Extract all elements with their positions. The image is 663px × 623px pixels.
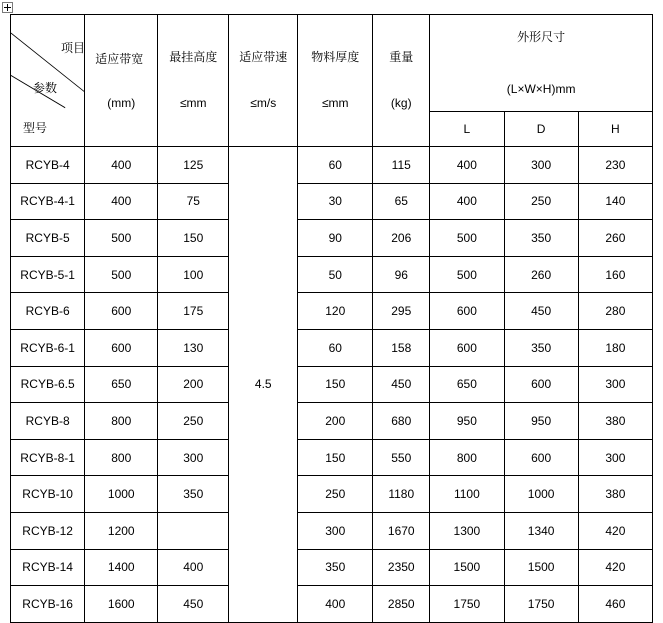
cell-weight: 96: [373, 256, 430, 293]
table-row: [11, 439, 653, 476]
cell-model: RCYB-8: [11, 403, 85, 440]
cell-material-thickness: 50: [298, 256, 373, 293]
cell-material-thickness: 60: [298, 147, 373, 184]
table-row: [11, 586, 653, 623]
cell-hang-height: 200: [158, 366, 229, 403]
cell-material-thickness: 60: [298, 329, 373, 366]
cell-model: RCYB-10: [11, 476, 85, 513]
table-row: [11, 329, 653, 366]
cell-weight: 450: [373, 366, 430, 403]
header-dimensions-unit: (L×W×H)mm: [506, 82, 576, 96]
cell-model: RCYB-16: [11, 586, 85, 623]
cell-belt-width: 400: [85, 147, 158, 184]
cell-hang-height: 350: [158, 476, 229, 513]
cell-weight: 2350: [373, 549, 430, 586]
header-hang-height: [158, 15, 229, 147]
cell-model: RCYB-5-1: [11, 256, 85, 293]
cell-dim-h: 260: [578, 220, 652, 257]
cell-material-thickness: 150: [298, 366, 373, 403]
cell-dim-h: 420: [578, 549, 652, 586]
cell-dim-d: 260: [504, 256, 578, 293]
cell-belt-width: 500: [85, 256, 158, 293]
cell-dim-d: 1750: [504, 586, 578, 623]
table-row: [11, 403, 653, 440]
cell-model: RCYB-4: [11, 147, 85, 184]
header-material-thickness: [298, 15, 373, 147]
cell-hang-height: 175: [158, 293, 229, 330]
header-material-thickness-unit: ≤mm: [321, 95, 349, 110]
table-row: [11, 512, 653, 549]
cell-dim-h: 160: [578, 256, 652, 293]
cell-model: RCYB-8-1: [11, 439, 85, 476]
cell-dim-d: 350: [504, 220, 578, 257]
table-row: [11, 476, 653, 513]
header-hang-height-text: 最挂高度: [169, 50, 218, 65]
cell-material-thickness: 120: [298, 293, 373, 330]
cell-hang-height: 250: [158, 403, 229, 440]
header-belt-speed-text: 适应带速: [239, 50, 288, 65]
cell-dim-d: 1500: [504, 549, 578, 586]
move-handle-icon[interactable]: [2, 2, 13, 13]
header-corner-cell: [11, 15, 85, 147]
cell-weight: 295: [373, 293, 430, 330]
cell-hang-height: 100: [158, 256, 229, 293]
cell-hang-height: [158, 512, 229, 549]
header-weight-text: 重量: [389, 50, 414, 65]
table-row: [11, 183, 653, 220]
cell-model: RCYB-6-1: [11, 329, 85, 366]
header-item-label: 项目: [61, 41, 86, 55]
cell-dim-d: 1000: [504, 476, 578, 513]
cell-weight: 1180: [373, 476, 430, 513]
cell-weight: 2850: [373, 586, 430, 623]
header-dim-l: L: [430, 112, 504, 147]
header-material-thickness-text: 物料厚度: [311, 50, 360, 65]
cell-dim-d: 600: [504, 366, 578, 403]
cell-material-thickness: 400: [298, 586, 373, 623]
cell-dim-h: 420: [578, 512, 652, 549]
cell-dim-h: 300: [578, 366, 652, 403]
header-model-label: 型号: [23, 121, 48, 135]
cell-hang-height: 150: [158, 220, 229, 257]
cell-belt-width: 1200: [85, 512, 158, 549]
table-body: [11, 147, 653, 623]
cell-belt-width: 400: [85, 183, 158, 220]
cell-material-thickness: 350: [298, 549, 373, 586]
cell-weight: 115: [373, 147, 430, 184]
cell-weight: 1670: [373, 512, 430, 549]
cell-weight: 65: [373, 183, 430, 220]
cell-dim-d: 1340: [504, 512, 578, 549]
table-row: [11, 366, 653, 403]
header-dim-d: D: [504, 112, 578, 147]
cell-model: RCYB-6: [11, 293, 85, 330]
cell-model: RCYB-4-1: [11, 183, 85, 220]
header-dimensions: [430, 15, 653, 112]
cell-hang-height: 300: [158, 439, 229, 476]
cell-dim-l: 500: [430, 220, 504, 257]
cell-hang-height: 125: [158, 147, 229, 184]
cell-dim-l: 950: [430, 403, 504, 440]
cell-dim-l: 1300: [430, 512, 504, 549]
cell-belt-width: 1000: [85, 476, 158, 513]
cell-belt-width: 1400: [85, 549, 158, 586]
cell-hang-height: 75: [158, 183, 229, 220]
cell-weight: 206: [373, 220, 430, 257]
cell-dim-h: 380: [578, 403, 652, 440]
cell-weight: 680: [373, 403, 430, 440]
table-row: [11, 549, 653, 586]
cell-dim-l: 400: [430, 147, 504, 184]
cell-material-thickness: 30: [298, 183, 373, 220]
cell-material-thickness: 300: [298, 512, 373, 549]
cell-belt-width: 600: [85, 329, 158, 366]
cell-dim-l: 650: [430, 366, 504, 403]
cell-model: RCYB-14: [11, 549, 85, 586]
cell-material-thickness: 90: [298, 220, 373, 257]
cell-dim-h: 180: [578, 329, 652, 366]
cell-dim-d: 950: [504, 403, 578, 440]
header-dim-h: H: [578, 112, 652, 147]
specification-table: [10, 14, 653, 623]
cell-hang-height: 450: [158, 586, 229, 623]
cell-dim-l: 1100: [430, 476, 504, 513]
header-dimensions-text: 外形尺寸: [517, 29, 566, 44]
cell-dim-l: 600: [430, 293, 504, 330]
table-header-row: [11, 15, 653, 112]
header-belt-width-text: 适应带宽: [95, 51, 144, 66]
header-belt-speed-unit: ≤m/s: [250, 95, 277, 110]
header-weight: [373, 15, 430, 147]
cell-dim-h: 140: [578, 183, 652, 220]
table-row: [11, 293, 653, 330]
cell-material-thickness: 250: [298, 476, 373, 513]
cell-dim-l: 1750: [430, 586, 504, 623]
header-belt-speed: [229, 15, 298, 147]
cell-dim-d: 450: [504, 293, 578, 330]
table-row: [11, 147, 653, 184]
cell-dim-h: 380: [578, 476, 652, 513]
header-belt-width: [85, 15, 158, 147]
cell-hang-height: 400: [158, 549, 229, 586]
header-belt-width-unit: (mm): [107, 95, 136, 110]
cell-dim-d: 600: [504, 439, 578, 476]
cell-dim-l: 1500: [430, 549, 504, 586]
cell-material-thickness: 150: [298, 439, 373, 476]
cell-dim-h: 280: [578, 293, 652, 330]
cell-dim-l: 600: [430, 329, 504, 366]
cell-dim-d: 350: [504, 329, 578, 366]
cell-weight: 550: [373, 439, 430, 476]
header-weight-unit: (kg): [390, 95, 412, 110]
cell-dim-l: 400: [430, 183, 504, 220]
cell-dim-l: 800: [430, 439, 504, 476]
cell-model: RCYB-5: [11, 220, 85, 257]
cell-belt-width: 800: [85, 439, 158, 476]
cell-dim-l: 500: [430, 256, 504, 293]
cell-belt-width: 650: [85, 366, 158, 403]
header-param-label: 参数: [33, 81, 58, 95]
table-row: [11, 256, 653, 293]
cell-model: RCYB-6.5: [11, 366, 85, 403]
cell-dim-d: 300: [504, 147, 578, 184]
cell-belt-width: 500: [85, 220, 158, 257]
cell-hang-height: 130: [158, 329, 229, 366]
cell-belt-speed-merged: 4.5: [229, 147, 298, 623]
table-row: [11, 220, 653, 257]
cell-weight: 158: [373, 329, 430, 366]
cell-model: RCYB-12: [11, 512, 85, 549]
cell-belt-width: 600: [85, 293, 158, 330]
cell-belt-width: 1600: [85, 586, 158, 623]
cell-dim-d: 250: [504, 183, 578, 220]
cell-dim-h: 300: [578, 439, 652, 476]
cell-dim-h: 230: [578, 147, 652, 184]
header-hang-height-unit: ≤mm: [179, 95, 207, 110]
cell-dim-h: 460: [578, 586, 652, 623]
cell-material-thickness: 200: [298, 403, 373, 440]
cell-belt-width: 800: [85, 403, 158, 440]
